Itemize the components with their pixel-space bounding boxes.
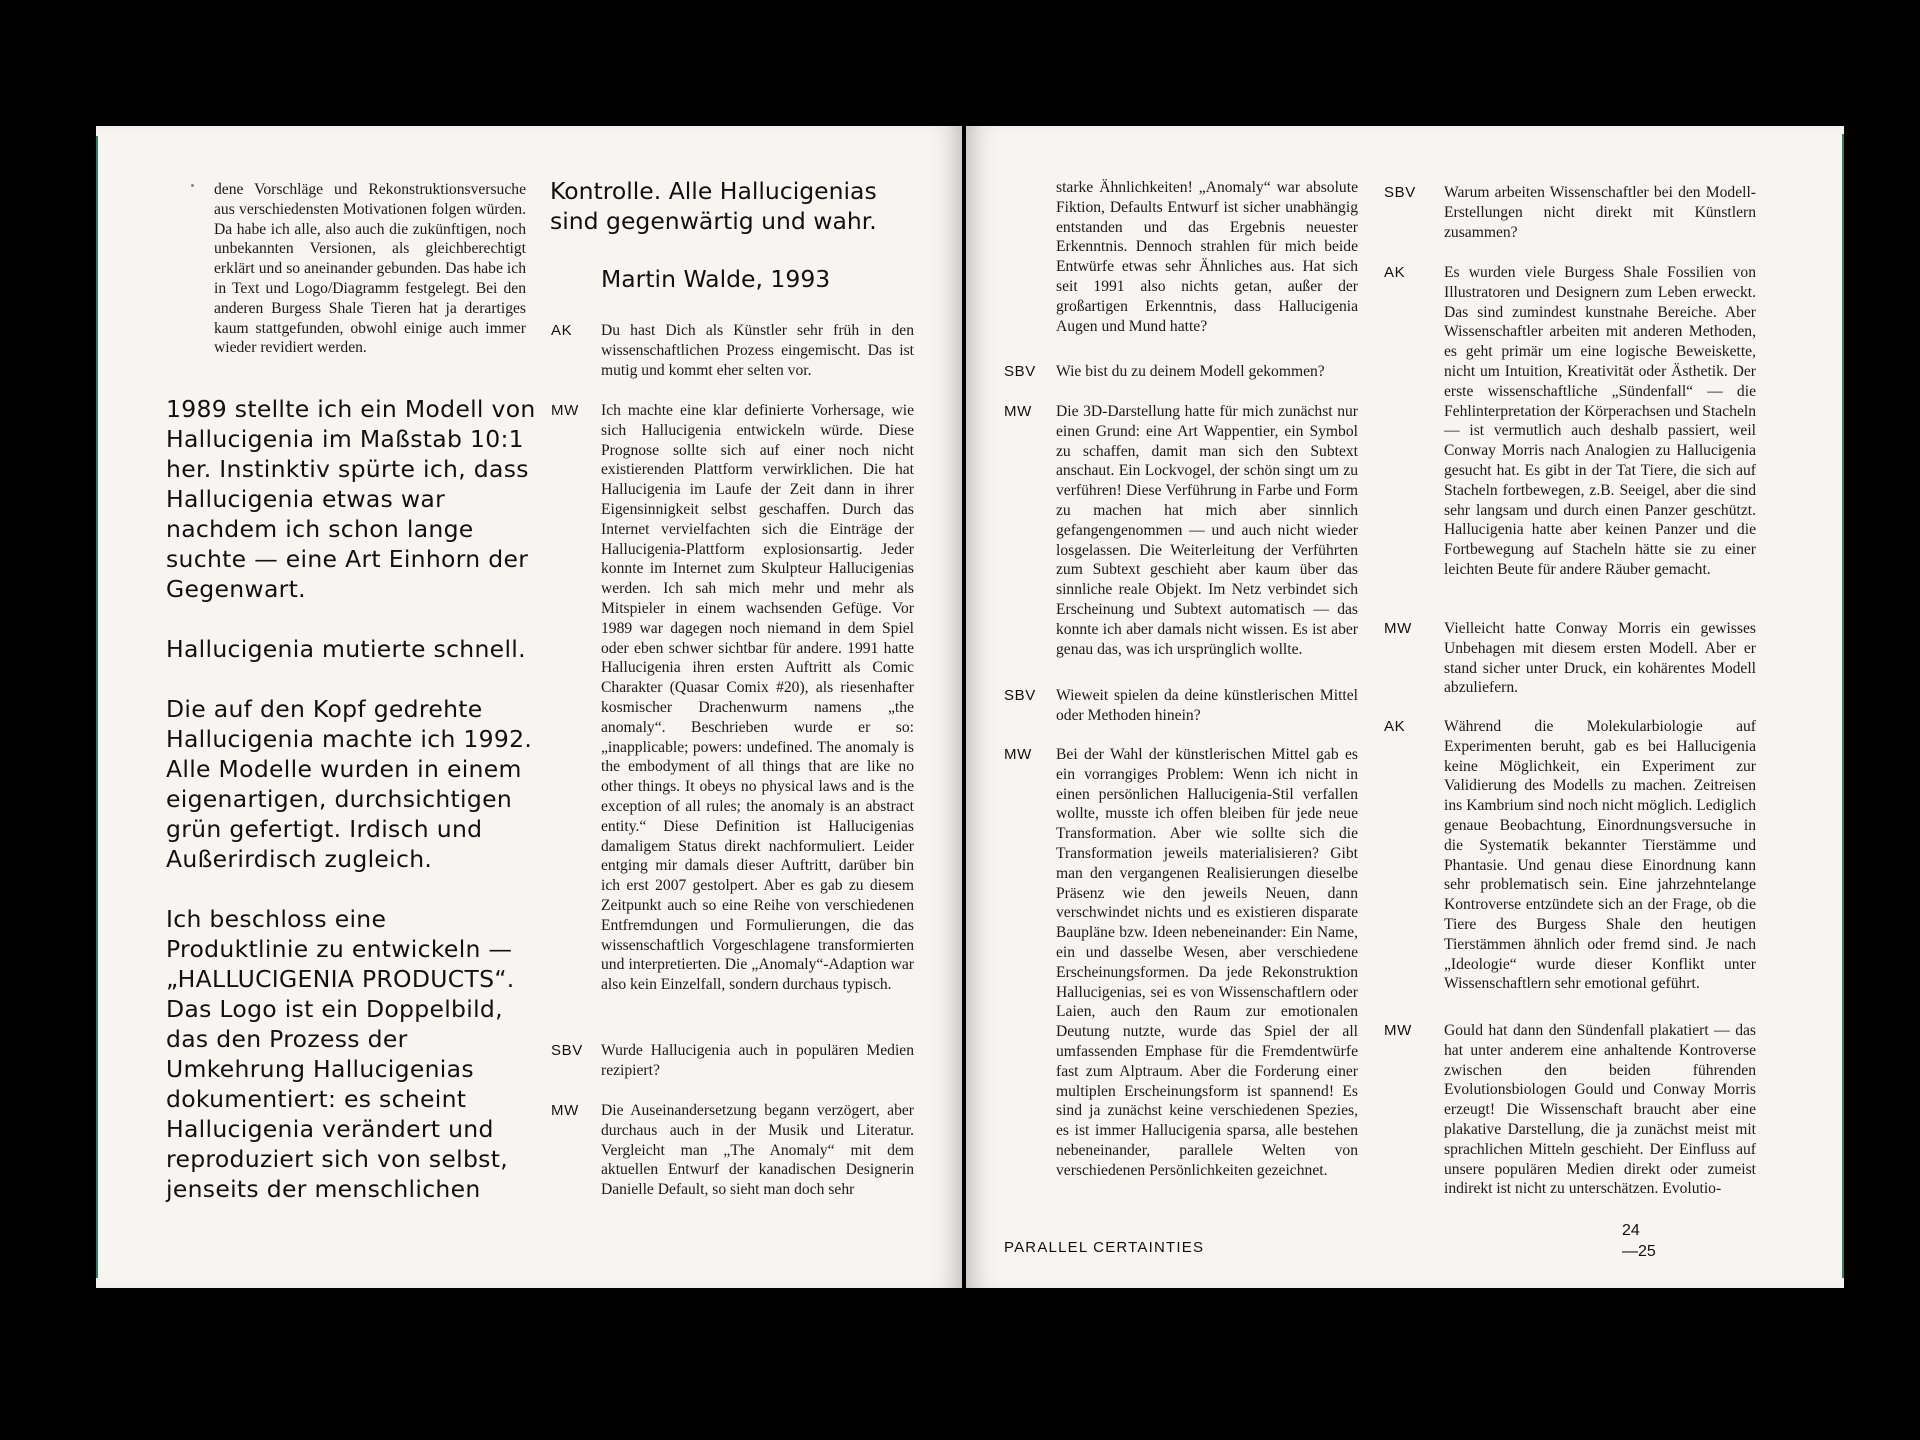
- speaker-label: SBV: [551, 1042, 583, 1059]
- speaker-label: AK: [1384, 718, 1406, 735]
- interview-answer: Während die Molekularbiologie auf Experimenten beruht, gab es bei Hallucigenia keine Möglichkeit, ein Experiment zur Validierung des Modells zu machen. Zeitreisen ins Kambrium sind noch nicht möglich. Lediglich genaue Beobachtung, Einordnungsversuche in die Systematik bekannter Tierstämme und Phantasie. Und genau diese Einordnung kann sehr problematisch sein. Eine jahrzehntelange Kontroverse entzündete sich an der Frage, ob die Tiere des Burgess Shale den heutigen Tierstämmen ähnlich oder fremd sind. Je nach „Ideologie“ wurde dieser Konflikt unter Wissenschaftlern sehr emotional geführt.: [1444, 718, 1756, 993]
- running-footer: PARALLEL CERTAINTIES: [1004, 1239, 1205, 1256]
- page-number-right: —25: [1622, 1243, 1656, 1260]
- speaker-label: MW: [551, 402, 579, 419]
- statement-paragraph: Hallucigenia mutierte schnell.: [166, 635, 526, 663]
- bullet-dot: [191, 184, 194, 187]
- speaker-label: SBV: [1384, 184, 1416, 201]
- statement-paragraph: 1989 stellte ich ein Modell von Hallucigenia im Maßstab 10:1 her. Instinktiv spürte ich, dass Hallucigenia etwas war nachdem ich schon lange suchte — eine Art Einhorn der Gegenwart.: [166, 395, 536, 603]
- interview-answer: starke Ähnlichkeiten! „Anomaly“ war absolute Fiktion, Defaults Entwurf ist sicher unabhängig entstanden und das Ergebnis neuester Erkenntnis. Dennoch strahlen für mich beide Entwürfe etwas sehr Ähnliches aus. Hat sich seit 1991 also nichts getan, außer der großartigen Erkenntnis, dass Hallucigenia Augen und Mund hatte?: [1056, 179, 1358, 335]
- speaker-label: MW: [1004, 403, 1032, 420]
- speaker-label: MW: [1004, 746, 1032, 763]
- section-title: Martin Walde, 1993: [601, 265, 831, 293]
- statement-paragraph: Ich beschloss eine Produktlinie zu entwickeln — „HALLUCIGENIA PRODUCTS“. Das Logo ist ein Doppelbild, das den Prozess der Umkehrung Hallucigenias dokumentiert: es scheint Hallucigenia verändert und reproduziert sich von selbst, jenseits der menschlichen: [166, 905, 515, 1203]
- speaker-label: SBV: [1004, 363, 1036, 380]
- speaker-label: AK: [551, 322, 573, 339]
- left-statement-column: [166, 394, 536, 1234]
- interview-answer: Die Auseinandersetzung begann verzögert, aber durchaus auch in der Musik und Literatur. Vergleicht man „The Anomaly“ mit dem aktuellen Entwurf der kanadischen Designerin Danielle Default, so sieht man doch sehr: [601, 1102, 914, 1199]
- page-edge: [1842, 134, 1844, 1278]
- interview-answer: Ich machte eine klar definierte Vorhersage, wie sich Hallucigenia entwickeln würde. Diese Prognose sollte sich auf einer noch nicht existierenden Plattform verwirklichen. Die hat Hallucigenia im Laufe der Zeit dann in ihrer Eigensinnigkeit selbst geschaffen. Durch das Internet vervielfachten sich die Einträge der Hallucigenia-Plattform explosionsartig. Jeder konnte im Internet zum Skulpteur Hallucigenias werden. Ich sah mich mehr und mehr als Mitspieler in einem wachsenden Gefüge. Vor 1989 war dagegen noch niemand in dem Spiel oder eben schwer sichtbar für andere. 1991 hatte Hallucigenia ihren ersten Auftritt als Comic Charakter (Quasar Comix #20), als riesenhafter kosmischer Drachenwurm namens „the anomaly“. Beschrieben wurde er so: „inapplicable; powers: undefined. The anomaly is the embodyment of all things that are like no other things. It obeys no physical laws and is the exception of all rules; the anomaly is an abstract entity.“ Diese Definition ist Hallucigenias damaligem Status direkt nachformuliert. Leider entging mir damals dieser Auftritt, darüber bin ich erst 2007 gestolpert. Aber es gab zu diesem Zeitpunkt auch so eine Reihe von verschiedenen Entfremdungen und Formulierungen, die das wissenschaftlich Vorgeschlagene transformierten und interpretierten. Die „Anomaly“-Adaption war also kein Einzelfall, sondern durchaus typisch.: [601, 402, 914, 994]
- left-top-paragraph: dene Vorschläge und Rekonstruktionsversuche aus verschiedensten Motivationen folgen würden. Da habe ich alle, also auch die zukünftigen, noch unbekannten Versionen, als gleichberechtigt erklärt und so aneinander gebunden. Das habe ich in Text und Logo/Diagramm festgelegt. Bei den anderen Burgess Shale Tieren hat ja derartiges kaum stattgefunden, obwohl einige auch immer wieder revidiert werden.: [214, 181, 526, 357]
- speaker-label: SBV: [1004, 687, 1036, 704]
- interview-answer: Es wurden viele Burgess Shale Fossilien von Illustratoren und Designern zum Leben erweckt. Das sind zumindest kunstnahe Bereiche. Aber Wissenschaftler arbeiten mit anderen Methoden, es geht primär um eine logische Beweiskette, nicht um Intuition, Kreativität oder Ästhetik. Der erste wissenschaftliche „Sündenfall“ — die Fehlinterpretation der Körperachsen und Stacheln — ist vermutlich auch deshalb passiert, weil Conway Morris nach Analogien zu Hallucigenia gesucht hat. Es gibt in der Tat Tiere, die sich auf Stacheln fortbewegen, z.B. Seeigel, aber die sind sehr langsam und durch einen Panzer geschützt. Hallucigenia hatte aber keinen Panzer und die Fortbewegung auf Stacheln hätte sie zu einer leichten Beute für andere Räuber gemacht.: [1444, 264, 1756, 578]
- right-page: [966, 126, 1844, 1288]
- book-spread: [96, 126, 1844, 1288]
- interview-question: Warum arbeiten Wissenschaftler bei den Modell-Erstellungen nicht direkt mit Künstlern zusammen?: [1444, 184, 1756, 241]
- column-continuation-text: Kontrolle. Alle Hallucigenias sind gegenwärtig und wahr.: [550, 177, 877, 235]
- speaker-label: MW: [1384, 1022, 1412, 1039]
- interview-answer: Vielleicht hatte Conway Morris ein gewisses Unbehagen mit diesem ersten Modell. Aber er stand sicher unter Druck, ein kohärentes Modell abzuliefern.: [1444, 620, 1756, 697]
- page-number-left: 24: [1622, 1222, 1640, 1239]
- speaker-label: AK: [1384, 264, 1406, 281]
- interview-question: Wieweit spielen da deine künstlerischen Mittel oder Methoden hinein?: [1056, 687, 1358, 724]
- interview-answer: Die 3D-Darstellung hatte für mich zunächst nur einen Grund: eine Art Wappentier, ein Symbol zu schaffen, damit man sich den Subtext anschaut. Ein Lockvogel, der schön singt um zu verführen! Diese Verführung in Farbe und Form zu machen hat mich aber sinnlich gefangengenommen — und auch nicht wieder losgelassen. Die Weiterleitung der Verführten zum Subtext geschieht aber kaum über das sinnliche reale Objekt. Im Netz verbindet sich Erscheinung und Subtext automatisch — das konnte ich aber damals nicht wissen. Es ist aber genau das, was ich ursprünglich wollte.: [1056, 403, 1358, 658]
- page-edge: [96, 136, 98, 1278]
- interview-answer: Bei der Wahl der künstlerischen Mittel gab es ein vorrangiges Problem: Wenn ich nicht in einen persönlichen Hallucigenia-Stil verfallen wollte, musste ich offen bleiben für jede neue Transformation. Aber wie sollte sich die Transformation jeweils materialisieren? Gibt man den vergangenen Realisierungen dieselbe Präsenz wie den jeweils Neuen, dann verschwindet nichts und es existieren disparate Baupläne bzw. Ideen nebeneinander: Ein Name, ein und dasselbe Wesen, aber verschiedene Erscheinungsformen. Da jede Rekonstruktion Hallucigenias, sei es von Wissenschaftlern oder Laien, auch den Raum zur emotionalen Deutung nutzte, wurde das Spiel der all umfassenden Emphase für die Fremdentwürfe fast zum Alptraum. Aber die Forderung einer multiplen Erscheinungsform ist spannend! Es sind ja zunächst keine verschiedenen Spezies, es ist immer Hallucigenia sparsa, alle bestehen nebeneinander, parallele Welten von verschiedenen Persönlichkeiten gezeichnet.: [1056, 746, 1358, 1179]
- interview-answer: Gould hat dann den Sündenfall plakatiert — das hat unter anderem eine anhaltende Kontroverse zwischen den beiden führenden Evolutionsbiologen Gould und Conway Morris erzeugt! Die Wissenschaft braucht aber eine plakative Darstellung, die ja zunächst meist mit sprachlichen Mitteln geschieht. Der Einfluss auf unsere populären Medien direkt oder zumeist indirekt ist nicht zu unterschätzen. Evolutio-: [1444, 1022, 1756, 1198]
- interview-question: Wie bist du zu deinem Modell gekommen?: [1056, 363, 1325, 380]
- page-number: [1622, 1220, 1656, 1262]
- statement-paragraph: Die auf den Kopf gedrehte Hallucigenia machte ich 1992. Alle Modelle wurden in einem eigenartigen, durchsichtigen grün gefertigt. Irdisch und Außerirdisch zugleich.: [166, 695, 533, 873]
- interview-answer: Wurde Hallucigenia auch in populären Medien rezipiert?: [601, 1042, 914, 1079]
- left-page: [96, 126, 962, 1288]
- speaker-label: MW: [551, 1102, 579, 1119]
- interview-answer: Du hast Dich als Künstler sehr früh in den wissenschaftlichen Prozess eingemischt. Das ist mutig und kommt eher selten vor.: [601, 322, 914, 379]
- speaker-label: MW: [1384, 620, 1412, 637]
